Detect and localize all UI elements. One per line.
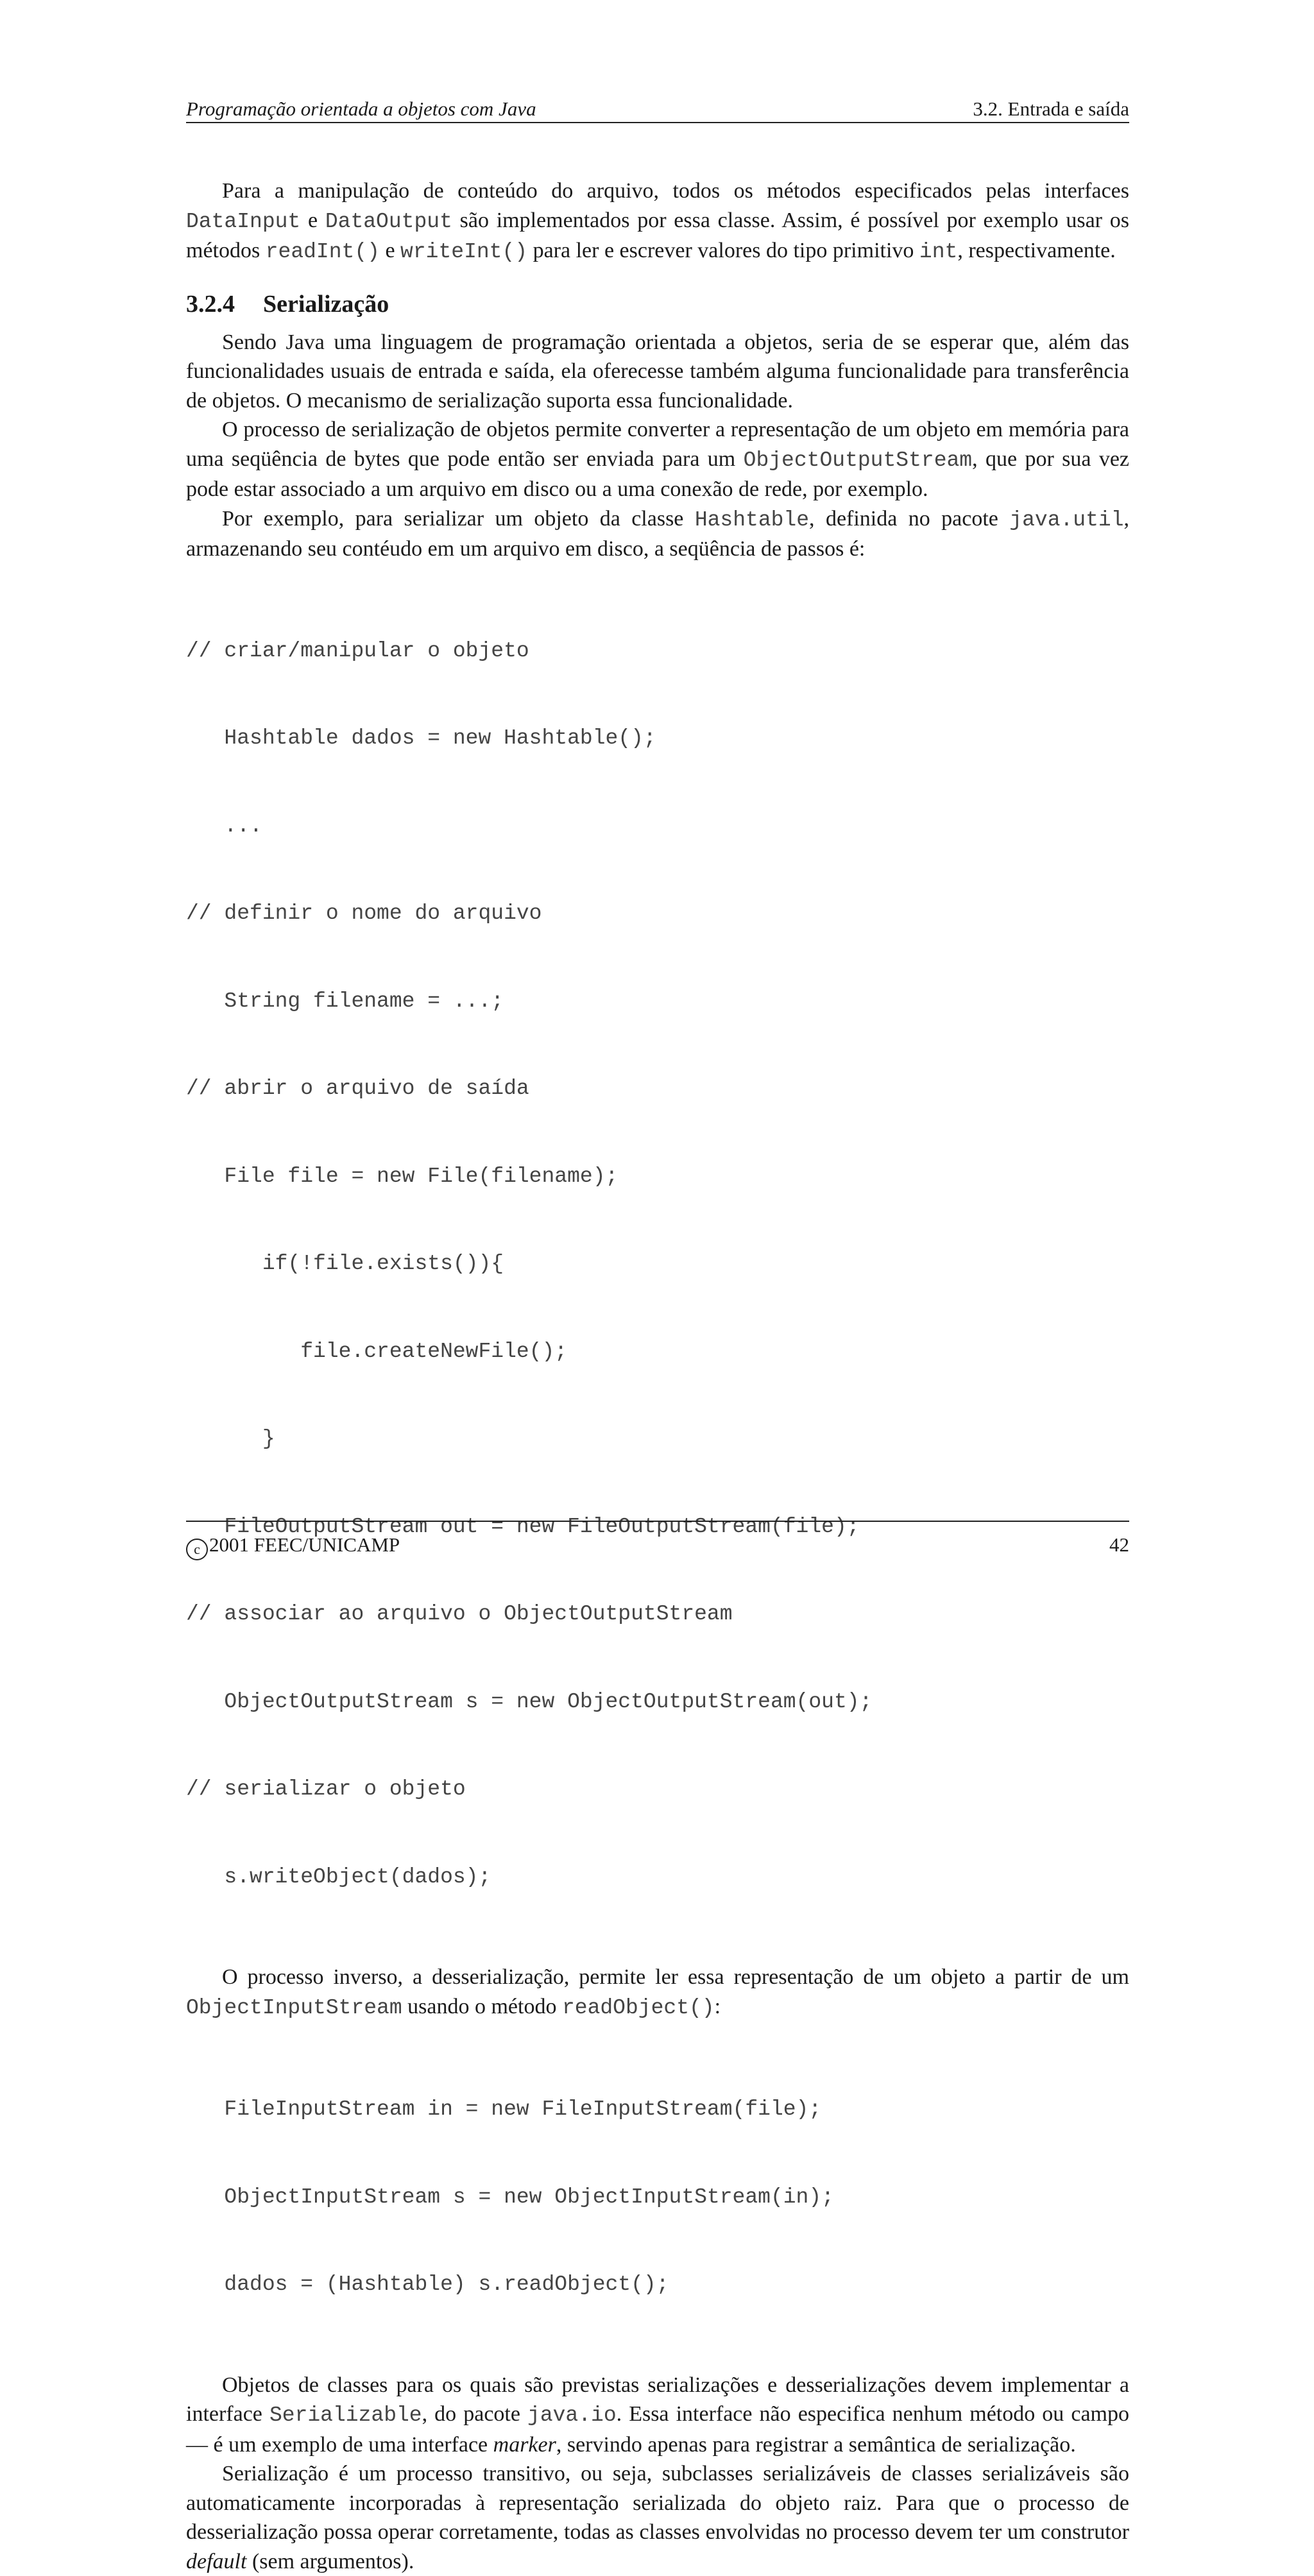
text: Serialização é um processo transitivo, ou seja, subclasses serializáveis de classes serializáveis são automaticamente incorporadas à representação serializada do objeto raiz. Para que o processo de desserialização possa operar corretamente, todas as classes envolvidas no processo devem ter um construtor: [186, 2462, 1129, 2544]
section-heading: [186, 290, 1129, 318]
paragraph-intro: Sendo Java uma linguagem de programação orientada a objetos, seria de se esperar que, além das funcionalidades usuais de entrada e saída, ela oferecesse também alguma funcionalidade para transferência de objetos. O mecanismo de serialização suporta essa funcionalidade.: [186, 330, 1129, 413]
text: , armazenando seu contéudo em um arquivo em disco, a seqüência de passos é:: [186, 506, 1130, 561]
text: e: [300, 208, 325, 232]
text: , que por sua vez pode estar associado a um arquivo em disco ou a uma conexão de rede, por exemplo.: [186, 447, 1130, 501]
text: . Essa interface não especifica nenhum método ou campo — é um exemplo de uma interface: [186, 2402, 1129, 2457]
code-line: // serializar o objeto: [186, 1777, 466, 1801]
code-line: dados = (Hashtable) s.readObject();: [186, 2273, 669, 2296]
text: são implementados por essa classe. Assim, é possível por exemplo usar os métodos: [186, 208, 1129, 262]
inline-code: DataInput: [186, 209, 301, 234]
code-line: Hashtable dados = new Hashtable();: [186, 726, 656, 750]
page-number: 42: [1109, 1533, 1129, 1556]
header-book-title: Programação orientada a objetos com Java: [186, 98, 536, 120]
text: usando o método: [402, 1994, 562, 2018]
text: , do pacote: [422, 2402, 528, 2426]
inline-code: DataOutput: [325, 209, 452, 234]
text: :: [714, 1994, 721, 2018]
code-line: file.createNewFile();: [186, 1339, 568, 1363]
text: , respectivamente.: [957, 239, 1116, 262]
inline-code: java.io: [527, 2403, 617, 2427]
text: Objetos de classes para os quais são previstas serializações e desserializações devem implementar a interface: [186, 2373, 1129, 2426]
section-number: 3.2.4: [186, 290, 235, 318]
inline-code: readInt(): [265, 240, 380, 264]
code-line: }: [186, 1427, 275, 1451]
emphasis: marker: [493, 2432, 556, 2457]
header-section-title: 3.2. Entrada e saída: [973, 98, 1129, 120]
paragraph-example: [186, 504, 1129, 564]
code-block-deserialize: [186, 2036, 1129, 2358]
code-line: // associar ao arquivo o ObjectOutputStream: [186, 1602, 733, 1626]
paragraph-deserialization: [186, 1963, 1129, 2022]
text: para ler e escrever valores do tipo primitivo: [527, 239, 919, 262]
code-line: // criar/manipular o objeto: [186, 638, 529, 663]
running-header: [186, 95, 1129, 123]
section-title: Serialização: [263, 290, 389, 318]
code-line: // abrir o arquivo de saída: [186, 1077, 529, 1100]
code-block-serialize: [186, 578, 1129, 1950]
code-line: String filename = ...;: [186, 989, 504, 1013]
code-line: ObjectOutputStream s = new ObjectOutputStream(out);: [186, 1689, 873, 1714]
footer-copyright: [186, 1533, 400, 1560]
code-line: FileInputStream in = new FileInputStream(file);: [186, 2097, 822, 2121]
footer-copyright-text: 2001 FEEC/UNICAMP: [209, 1533, 400, 1556]
paragraph-transitive: [186, 2459, 1129, 2576]
text: O processo inverso, a desserialização, permite ler essa representação de um objeto a partir de um: [222, 1965, 1129, 1989]
code-line: ObjectInputStream s = new ObjectInputStream(in);: [186, 2185, 834, 2209]
inline-code: writeInt(): [400, 240, 528, 264]
inline-code: Hashtable: [694, 508, 810, 532]
code-line: s.writeObject(dados);: [186, 1864, 491, 1889]
inline-code: Serializable: [269, 2403, 422, 2427]
text: , definida no pacote: [809, 506, 1010, 531]
copyright-icon: c: [186, 1539, 208, 1560]
text: , servindo apenas para registrar a semântica de serialização.: [556, 2432, 1076, 2457]
code-line: if(!file.exists()){: [186, 1252, 504, 1275]
code-line: ...: [186, 814, 262, 838]
page-body: [186, 176, 1129, 2576]
code-line: File file = new File(filename);: [186, 1164, 619, 1188]
emphasis: default: [186, 2549, 247, 2573]
inline-code: ObjectInputStream: [186, 1995, 402, 2020]
paragraph-serialization-process: [186, 415, 1129, 504]
paragraph-serializable-interface: [186, 2371, 1129, 2460]
text: Para a manipulação de conteúdo do arquivo, todos os métodos especificados pelas interfaces: [222, 179, 1129, 203]
text: Por exemplo, para serializar um objeto da classe: [222, 506, 695, 531]
inline-code: ObjectOutputStream: [743, 448, 973, 472]
inline-code: readObject(): [561, 1995, 715, 2020]
inline-code: java.util: [1009, 508, 1124, 532]
code-line: // definir o nome do arquivo: [186, 901, 542, 925]
text: e: [379, 239, 401, 262]
inline-code: int: [919, 240, 958, 264]
text: (sem argumentos).: [246, 2549, 414, 2573]
text: O processo de serialização de objetos permite converter a representação de um objeto em memória para uma seqüência de bytes que pode então ser enviada para um: [186, 418, 1129, 471]
paragraph-file-methods: [186, 176, 1129, 267]
code-line: FileOutputStream out = new FileOutputStream(file);: [186, 1514, 860, 1539]
